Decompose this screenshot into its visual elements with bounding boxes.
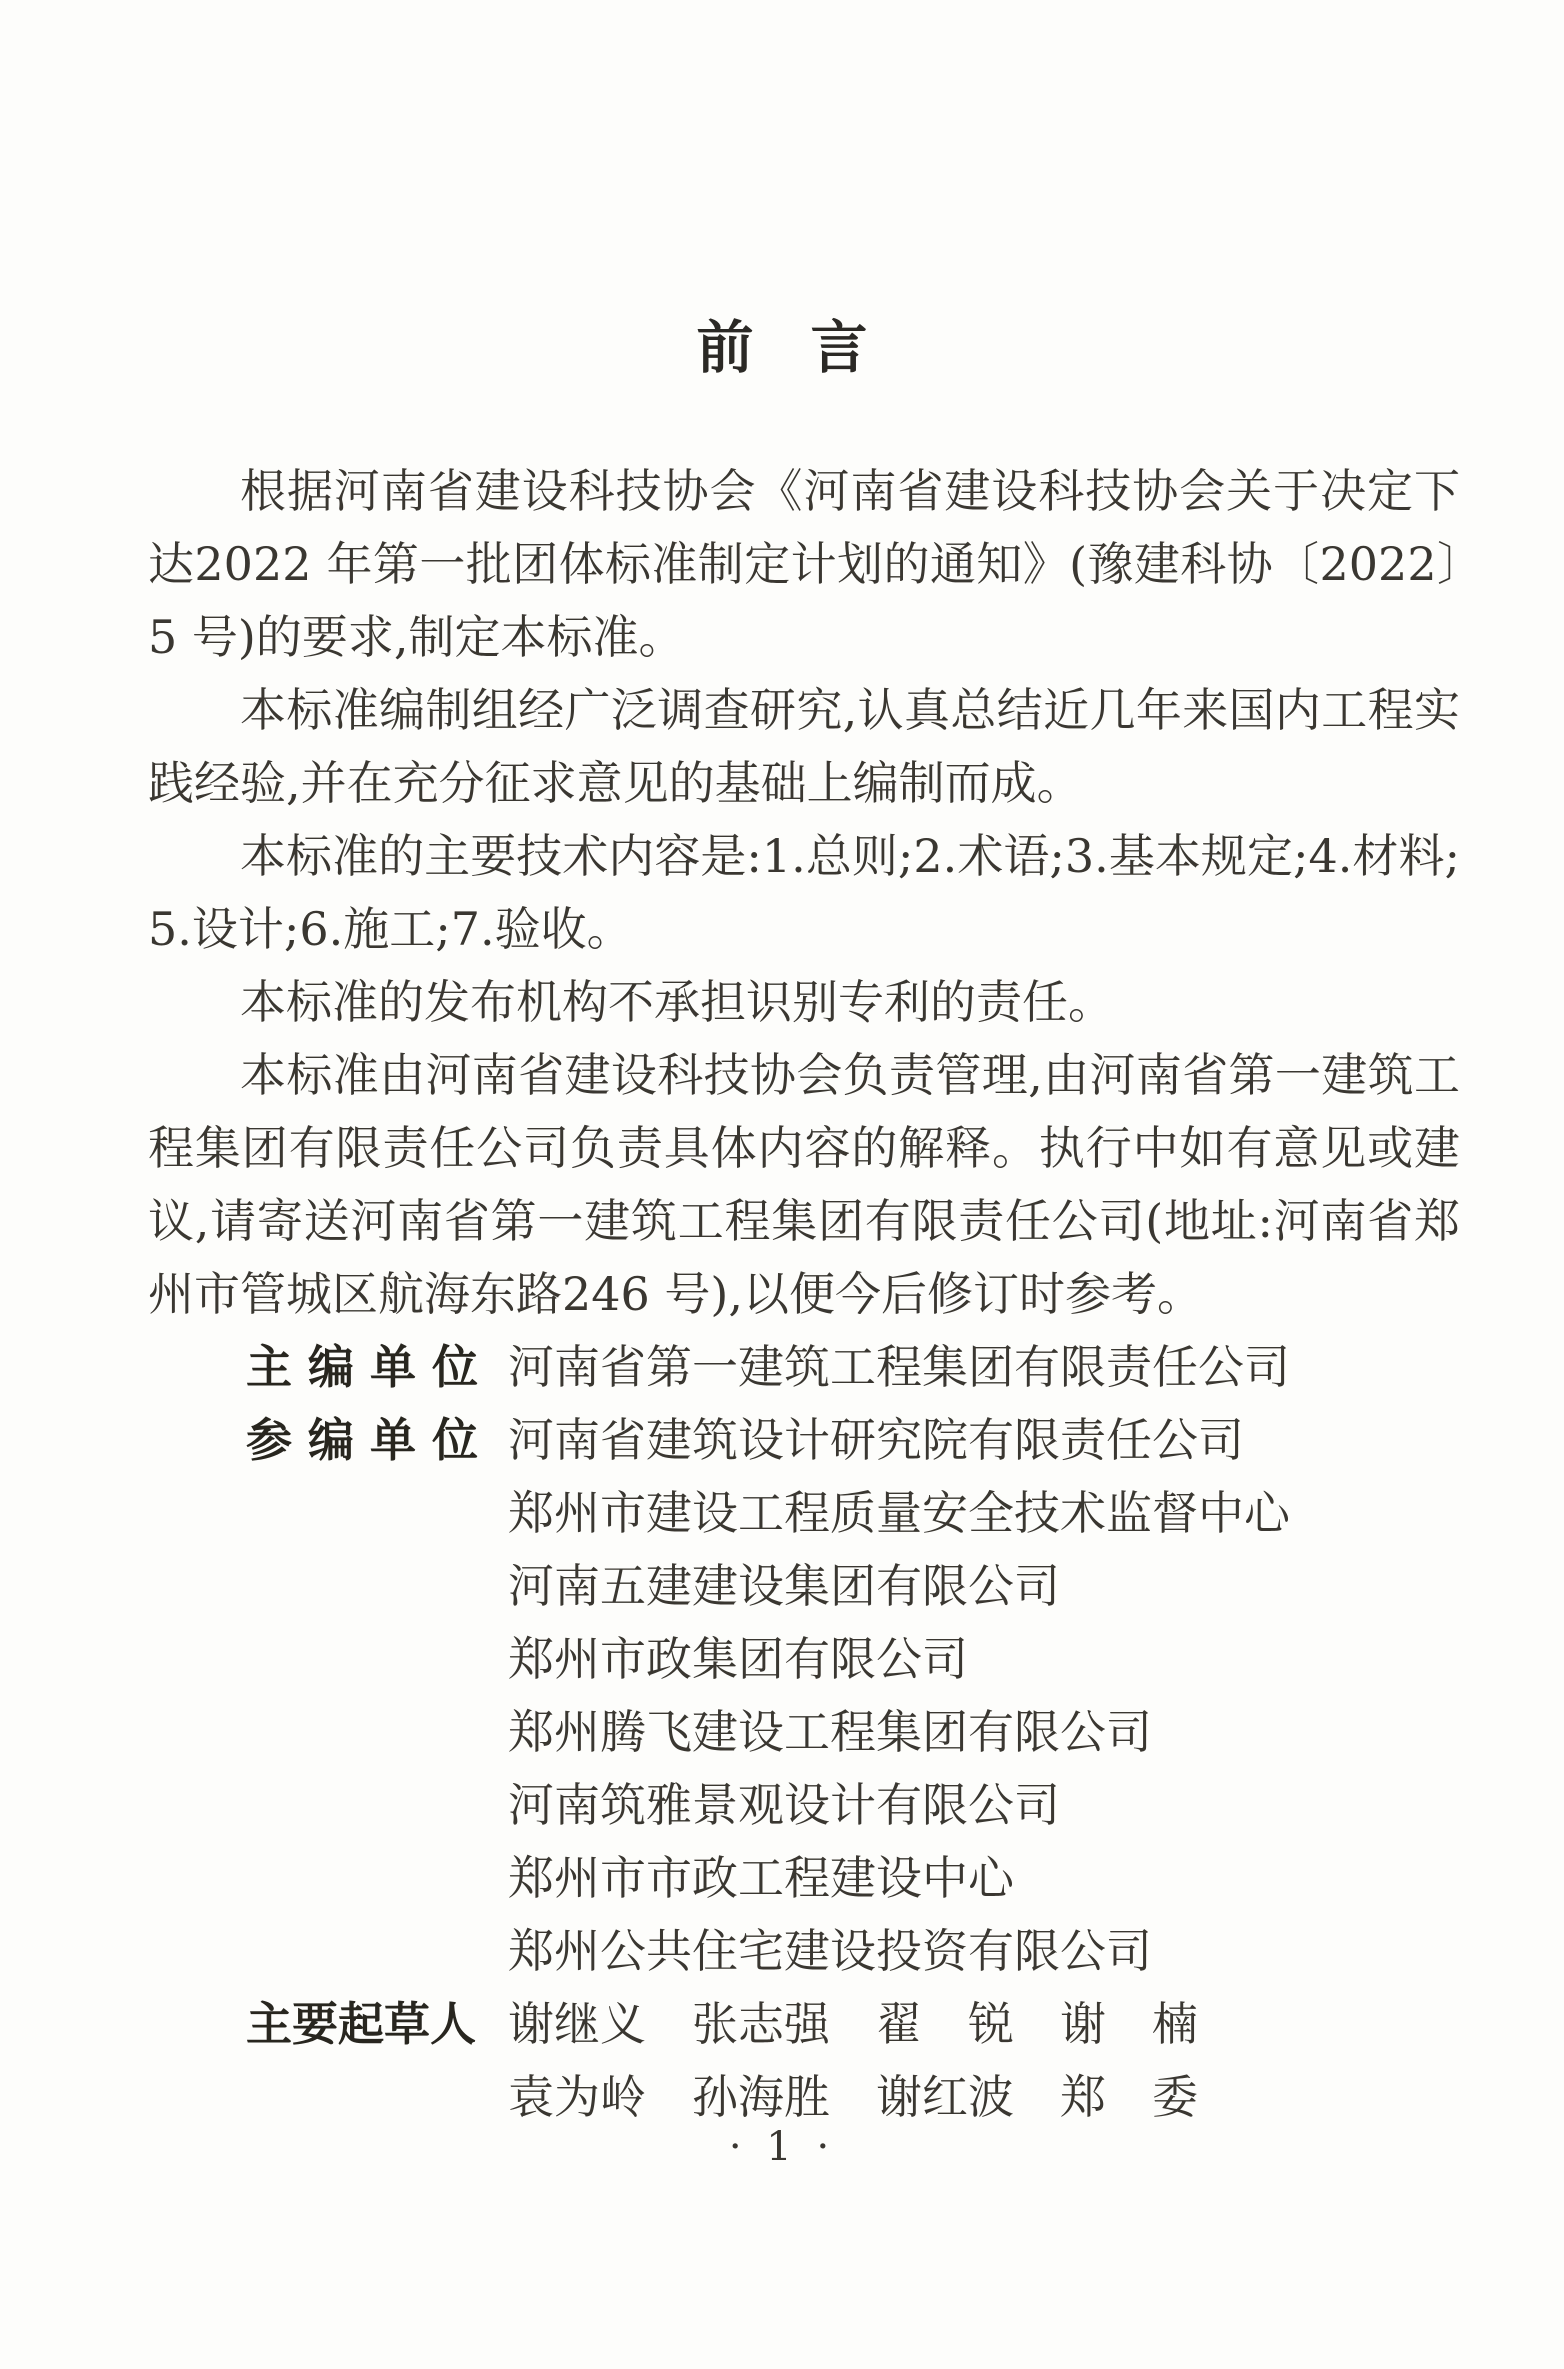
participating-units-row bbox=[148, 1915, 1460, 1988]
participating-unit: 郑州腾飞建设工程集团有限公司 bbox=[508, 1705, 1152, 1759]
drafters-row bbox=[148, 1988, 1460, 2061]
document-body bbox=[148, 455, 1460, 2134]
chief-editor-label: 主 编 单 位 bbox=[246, 1340, 479, 1394]
participating-units-row bbox=[148, 1550, 1460, 1623]
participating-units-row bbox=[148, 1404, 1460, 1477]
participating-units-row bbox=[148, 1696, 1460, 1769]
drafter-names: 袁为岭 孙海胜 谢红波 郑 委 bbox=[508, 2070, 1198, 2124]
participating-unit: 郑州市政集团有限公司 bbox=[508, 1632, 968, 1686]
page-title: 前 言 bbox=[696, 315, 868, 381]
paragraph-patent-disclaimer: 本标准的发布机构不承担识别专利的责任。 bbox=[240, 975, 1114, 1029]
participating-units-label: 参 编 单 位 bbox=[246, 1413, 479, 1467]
chief-editor-unit: 河南省第一建筑工程集团有限责任公司 bbox=[508, 1340, 1291, 1394]
participating-unit: 河南省建筑设计研究院有限责任公司 bbox=[508, 1413, 1245, 1467]
chief-editor-row bbox=[148, 1331, 1460, 1404]
drafters-label: 主要起草人 bbox=[246, 1997, 476, 2051]
participating-unit: 郑州市市政工程建设中心 bbox=[508, 1851, 1014, 1905]
participating-units-row bbox=[148, 1842, 1460, 1915]
participating-unit: 郑州公共住宅建设投资有限公司 bbox=[508, 1924, 1152, 1978]
participating-unit: 河南五建建设集团有限公司 bbox=[508, 1559, 1060, 1613]
participating-units-row bbox=[148, 1769, 1460, 1842]
participating-unit: 河南筑雅景观设计有限公司 bbox=[508, 1778, 1060, 1832]
paragraph-main-contents: 本标准的主要技术内容是:1.总则;2.术语;3.基本规定;4.材料;5.设计;6.施工;7.验收。 bbox=[148, 829, 1460, 956]
paragraph-basis: 根据河南省建设科技协会《河南省建设科技协会关于决定下达2022 年第一批团体标准制定计划的通知》(豫建科协〔2022〕5 号)的要求,制定本标准。 bbox=[148, 464, 1460, 664]
participating-unit: 郑州市建设工程质量安全技术监督中心 bbox=[508, 1486, 1290, 1540]
page-number: · 1 · bbox=[728, 2124, 836, 2170]
participating-units-row bbox=[148, 1477, 1460, 1550]
drafter-names: 谢继义 张志强 翟 锐 谢 楠 bbox=[508, 1997, 1198, 2051]
paragraph-drafting-process: 本标准编制组经广泛调查研究,认真总结近几年来国内工程实践经验,并在充分征求意见的基础上编制而成。 bbox=[148, 683, 1460, 810]
participating-units-row bbox=[148, 1623, 1460, 1696]
paragraph-management-feedback: 本标准由河南省建设科技协会负责管理,由河南省第一建筑工程集团有限责任公司负责具体内容的解释。执行中如有意见或建议,请寄送河南省第一建筑工程集团有限责任公司(地址:河南省郑州市管城区航海东路246 号),以便今后修订时参考。 bbox=[148, 1048, 1460, 1321]
